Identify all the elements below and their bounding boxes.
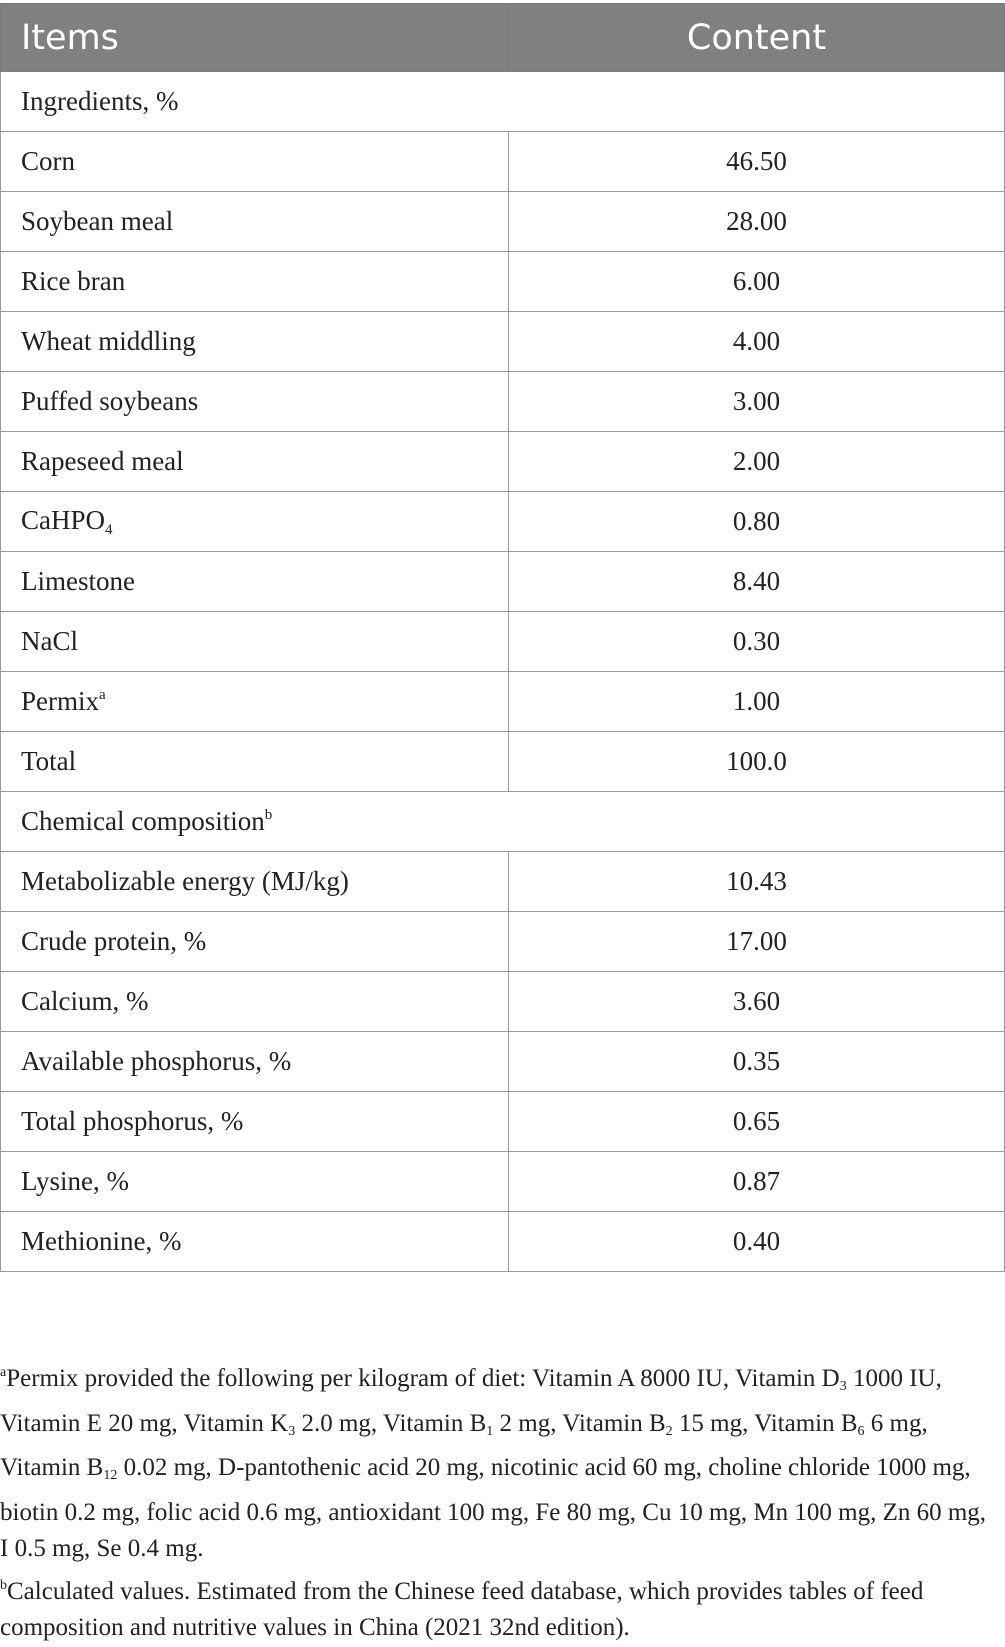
table-row (1, 852, 1005, 912)
item-cell (1, 612, 509, 672)
table-row (1, 252, 1005, 312)
item-label: Total (21, 746, 77, 776)
footnote-subscript: 3 (839, 1379, 847, 1394)
item-cell (1, 1032, 509, 1092)
item-cell (1, 972, 509, 1032)
item-label: Rice bran (21, 266, 126, 296)
footnote-subscript: 12 (103, 1468, 118, 1483)
table-row (1, 1032, 1005, 1092)
item-cell (1, 1212, 509, 1272)
section-title-text: Chemical composition (21, 806, 265, 836)
footnote-mark: b (0, 1577, 7, 1593)
table-header-row (1, 4, 1005, 72)
table-row (1, 612, 1005, 672)
value-cell: 0.80 (509, 492, 1005, 552)
footnote-text: 1000 IU, Vitamin E 20 mg, Vitamin K (0, 1365, 942, 1437)
footnote-a (0, 1355, 1000, 1568)
item-label: Crude protein, % (21, 926, 207, 956)
item-label: Total phosphorus, % (21, 1106, 244, 1136)
table-container (0, 3, 1005, 1272)
value-cell: 0.30 (509, 612, 1005, 672)
item-cell (1, 672, 509, 732)
value-cell: 10.43 (509, 852, 1005, 912)
item-cell (1, 492, 509, 552)
diet-composition-table (0, 3, 1005, 1272)
section-header-row (1, 792, 1005, 852)
value-cell: 8.40 (509, 552, 1005, 612)
item-cell (1, 552, 509, 612)
table-row (1, 672, 1005, 732)
item-label: Metabolizable energy (MJ/kg) (21, 866, 349, 896)
value-cell: 0.35 (509, 1032, 1005, 1092)
item-label: Available phosphorus, % (21, 1046, 292, 1076)
value-cell: 3.60 (509, 972, 1005, 1032)
footnote-subscript: 1 (486, 1423, 494, 1439)
item-cell (1, 312, 509, 372)
header-content: Content (509, 4, 1005, 72)
table-row (1, 1152, 1005, 1212)
item-cell (1, 912, 509, 972)
value-cell: 0.87 (509, 1152, 1005, 1212)
item-label: Corn (21, 146, 75, 176)
item-label: Permix (21, 686, 99, 716)
value-cell: 0.65 (509, 1092, 1005, 1152)
section-header-row (1, 72, 1005, 132)
table-body (1, 72, 1005, 1272)
item-cell (1, 1152, 509, 1212)
item-cell (1, 432, 509, 492)
footnote-subscript: 3 (288, 1423, 296, 1439)
table-row (1, 1092, 1005, 1152)
item-cell (1, 1092, 509, 1152)
footnote-subscript: 2 (665, 1423, 673, 1439)
table-row (1, 312, 1005, 372)
footnote-marker: a (99, 687, 106, 703)
footnote-mark: a (0, 1365, 7, 1380)
value-cell: 2.00 (509, 432, 1005, 492)
value-cell: 46.50 (509, 132, 1005, 192)
section-title (1, 72, 1005, 132)
footnote-b (0, 1568, 1000, 1647)
item-cell (1, 252, 509, 312)
footnote-text: Calculated values. Estimated from the Chinese feed database, which provides tables of feed composition and nutritive values in China (2021 32nd edition). (0, 1577, 924, 1641)
value-cell: 4.00 (509, 312, 1005, 372)
value-cell: 1.00 (509, 672, 1005, 732)
item-label: Methionine, % (21, 1226, 182, 1256)
footnote-text: 0.02 mg, D-pantothenic acid 20 mg, nicotinic acid 60 mg, choline chloride 1000 mg, biotin 0.2 mg, folic acid 0.6 mg, antioxidant 100 mg, Fe 80 mg, Cu 10 mg, Mn 100 mg, Zn 60 mg, I 0.5 mg, Se 0.4 mg. (0, 1454, 987, 1562)
item-label: NaCl (21, 626, 78, 656)
item-label: Wheat middling (21, 326, 196, 356)
item-label: Puffed soybeans (21, 386, 199, 416)
item-label: Soybean meal (21, 206, 174, 236)
table-row (1, 732, 1005, 792)
section-title-text: Ingredients, % (21, 86, 179, 116)
table-row (1, 192, 1005, 252)
footnotes (0, 1355, 1000, 1647)
footnote-text: Permix provided the following per kilogram of diet: Vitamin A 8000 IU, Vitamin D (6, 1365, 840, 1392)
value-cell: 28.00 (509, 192, 1005, 252)
footnote-text: 6 mg, Vitamin B (0, 1409, 928, 1481)
item-label: Rapeseed meal (21, 446, 184, 476)
section-title (1, 792, 1005, 852)
item-cell (1, 852, 509, 912)
item-label: Limestone (21, 566, 135, 596)
table-row (1, 1212, 1005, 1272)
item-subscript: 4 (105, 521, 113, 538)
table-row (1, 552, 1005, 612)
item-cell (1, 732, 509, 792)
table-row (1, 132, 1005, 192)
item-cell (1, 132, 509, 192)
table-row (1, 972, 1005, 1032)
item-cell (1, 372, 509, 432)
footnote-text: 2.0 mg, Vitamin B (295, 1409, 487, 1437)
table-row (1, 372, 1005, 432)
footnote-subscript: 6 (857, 1423, 865, 1439)
footnote-text: 15 mg, Vitamin B (672, 1409, 858, 1437)
item-label: CaHPO (21, 504, 106, 535)
value-cell: 6.00 (509, 252, 1005, 312)
table-row (1, 432, 1005, 492)
table-row (1, 912, 1005, 972)
item-label: Lysine, % (21, 1166, 129, 1196)
value-cell: 17.00 (509, 912, 1005, 972)
value-cell: 3.00 (509, 372, 1005, 432)
header-items: Items (1, 4, 509, 72)
value-cell: 0.40 (509, 1212, 1005, 1272)
item-label: Calcium, % (21, 986, 149, 1016)
footnote-marker: b (264, 807, 273, 823)
value-cell: 100.0 (509, 732, 1005, 792)
table-row (1, 492, 1005, 552)
footnote-text: 2 mg, Vitamin B (493, 1409, 666, 1437)
item-cell (1, 192, 509, 252)
